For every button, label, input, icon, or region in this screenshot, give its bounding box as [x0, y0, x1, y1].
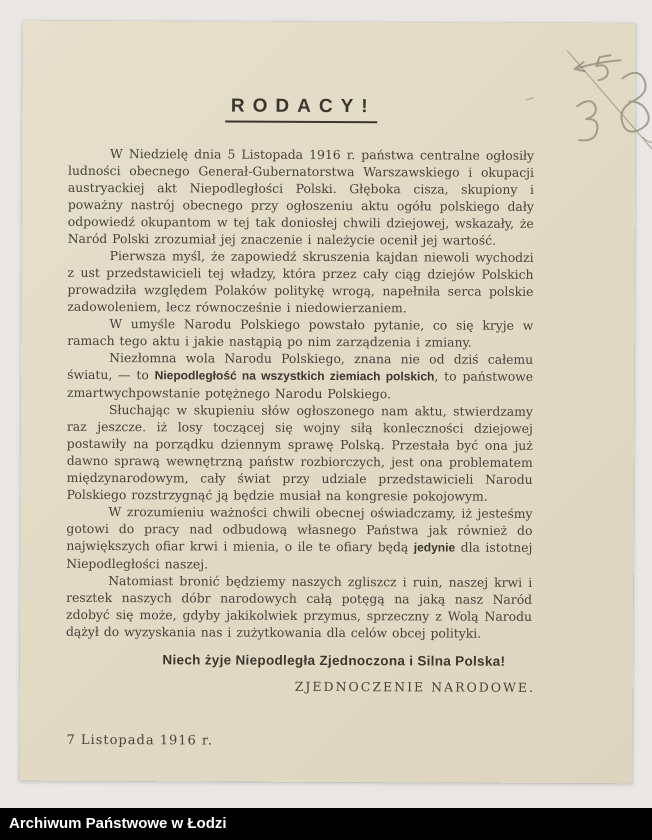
- page-title: [68, 95, 534, 124]
- document-page: [19, 21, 635, 784]
- document-content: [65, 95, 534, 750]
- text-run: W zrozumieniu ważności chwili obecnej oświadczamy, iż jesteśmy gotowi do pracy nad odbudową własnego Państwa jak również do największych ofiar krwi i mienia, o ile te ofiary będą: [66, 504, 533, 555]
- text-run: Natomiast bronić będziemy naszych zgliszcz i ruin, naszej krwi i resztek naszych dóbr narodowych całą potęgą na jaką nasz Naród zdobyć się może, gdyby jakikolwiek przymus, sprzeczny z Wolą Narodu dążył do wyzyskania nas i zużytkowania dla celów obcej polityki.: [65, 573, 533, 641]
- pencil-number-8: [621, 73, 649, 132]
- text-run: Pierwsza myśl, że zapowiedź skruszenia kajdan niewoli wychodzi z ust przedstawicieli tej władzy, która przez cały ciąg dziejów Polskich prowadziła względem Polaków politykę wrogą, napełniła serca polskie zadowoleniem, lecz równocześnie i niedowierzaniem.: [67, 248, 534, 316]
- text-run: Słuchając w skupieniu słów ogłoszonego nam aktu, stwierdzamy raz jeszcze. iż losy toczącej się wojny siłą konleczności dziejowej postawiły na porządku dziennym sprawę Polską. Przestała być ona już dawno sprawą wewnętrzną państw rozbiorczych, jest ona problematem międzynarodowym, cały świat przy udziale przedstawicieli Narodu Polskiego rozstrzygnąć ją będzie musiał na kongresie pokojowym.: [66, 402, 533, 504]
- archive-watermark-bar: [0, 808, 652, 840]
- paragraph: [67, 315, 533, 351]
- emphasized-text: jedynie: [413, 540, 456, 555]
- archive-name-label: Archiwum Państwowe w Łodzi: [9, 815, 227, 832]
- paragraph: [66, 572, 532, 642]
- body-text: [66, 145, 534, 642]
- pencil-annotation: [522, 38, 652, 164]
- paragraph: [67, 401, 533, 505]
- paragraph: [66, 503, 532, 574]
- text-run: W umyśle Narodu Polskiego powstało pytanie, co się kryje w ramach tego aktu i jakie nastąpią po nim zarządzenia i zmiany.: [67, 316, 534, 350]
- document-date: 7 Listopada 1916 r.: [66, 732, 213, 749]
- pencil-number-3: [577, 101, 597, 140]
- signature-line: ZJEDNOCZENIE NARODOWE.: [294, 678, 536, 695]
- paragraph: [67, 349, 533, 403]
- emphasized-text: Niepodległość na wszystkich ziemiach polskich: [154, 368, 435, 384]
- text-run: W Niedzielę dnia 5 Listopada 1916 r. państwa centralne ogłosiły ludności obecnego Generał-Gubernatorstwa Warszawskiego i okupacji austryackiej akt Niepodległości Polski. Głęboka cisza, skupiony i poważny nastrój obecnego przy ogłoszeniu aktu ogółu polskiego dały odpowiedź okupantom w tej tak doniosłej chwili dziejowej, wskazały, że Naród Polski zrozumiał jej znaczenie i należycie ocenił jej wartość.: [67, 146, 535, 248]
- text-run: Niezłomna wola Narodu Polskiego, znana nie od dziś całemu światu, — to: [67, 350, 534, 383]
- text-run: dla istotnej Niepodległości naszej.: [66, 539, 533, 572]
- paragraph: [67, 247, 533, 317]
- text-run: , to państwowe zmartwychpowstanie potężnego Narodu Polskiego.: [67, 368, 534, 402]
- closing-slogan: Niech żyje Niepodległa Zjednoczona i Silna Polska!: [162, 652, 506, 669]
- paragraph: [68, 145, 534, 249]
- pencil-number-5: [596, 55, 610, 80]
- page-title-text: RODACY!: [225, 96, 378, 124]
